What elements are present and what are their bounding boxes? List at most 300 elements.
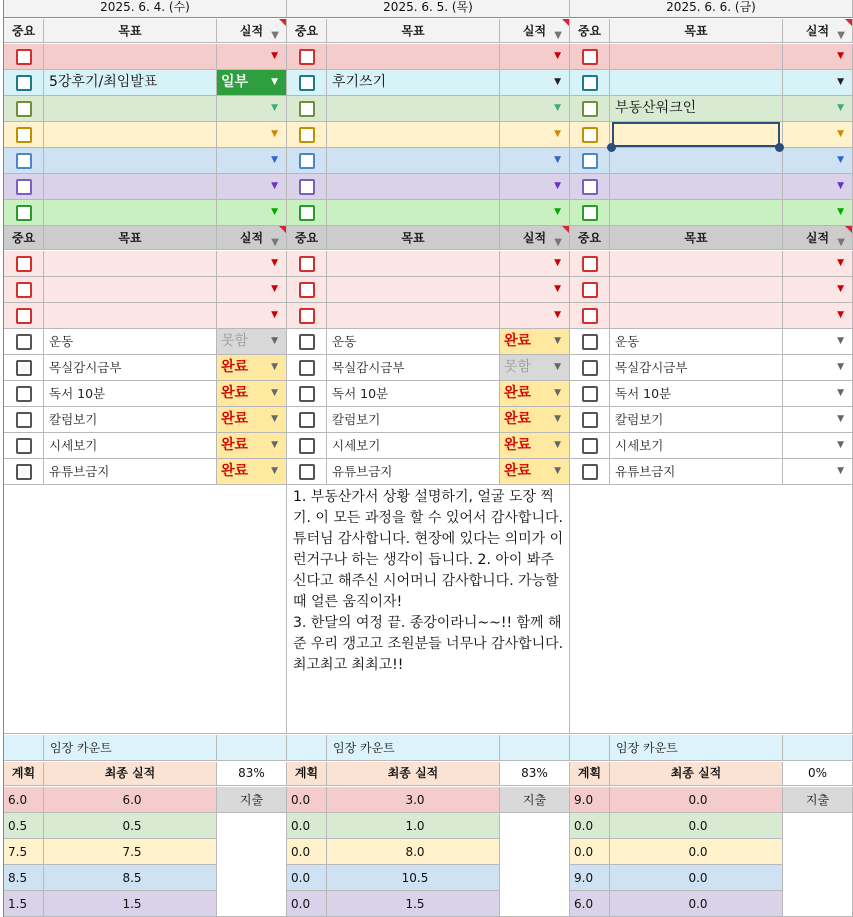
extra-goal-cell[interactable] (610, 251, 783, 277)
result-value: 완료 (504, 463, 532, 479)
result-header-label: 실적 (805, 231, 830, 245)
result-value: 완료 (504, 333, 532, 349)
goal-result-dropdown[interactable] (783, 70, 853, 96)
habit-result-dropdown[interactable] (217, 381, 287, 407)
extra-goal-cell[interactable] (327, 277, 500, 303)
goal-result-dropdown[interactable] (217, 200, 287, 226)
plan-value[interactable]: 0.0 (287, 813, 327, 839)
extra-goal-result-dropdown[interactable] (500, 303, 570, 329)
dropdown-arrow-icon: ▼ (837, 51, 844, 61)
habit-result-dropdown[interactable] (217, 459, 287, 485)
comment-marker-icon (562, 226, 569, 233)
expense-label: 지출 (783, 787, 853, 813)
percent-value: 0% (783, 762, 853, 786)
checkbox-box-icon (299, 438, 315, 454)
goal-checkbox[interactable] (287, 174, 327, 200)
habit-checkbox[interactable] (4, 381, 44, 407)
habit-checkbox[interactable] (287, 407, 327, 433)
result-header[interactable] (500, 226, 570, 250)
goal-cell[interactable] (44, 200, 217, 226)
importance-header: 중요 (287, 19, 327, 43)
filter-arrow-icon: ▼ (554, 30, 562, 41)
extra-goal-checkbox[interactable] (570, 277, 610, 303)
habit-cell[interactable]: 시세보기 (610, 433, 783, 459)
habit-cell[interactable]: 독서 10분 (327, 381, 500, 407)
plan-value[interactable]: 6.0 (4, 787, 44, 813)
goal-cell[interactable] (327, 148, 500, 174)
final-value[interactable]: 6.0 (44, 787, 217, 813)
result-header-label: 실적 (522, 24, 547, 38)
goal-result-dropdown[interactable] (783, 174, 853, 200)
plan-value[interactable]: 6.0 (570, 891, 610, 917)
goal-result-dropdown[interactable] (217, 44, 287, 70)
result-value: 못함 (504, 359, 532, 375)
habit-result-dropdown[interactable] (783, 433, 853, 459)
checkbox-box-icon (582, 127, 598, 143)
goal-result-dropdown[interactable] (500, 70, 570, 96)
plan-value[interactable]: 0.0 (287, 891, 327, 917)
final-value[interactable]: 1.5 (327, 891, 500, 917)
habit-result-dropdown[interactable] (500, 381, 570, 407)
checkbox-box-icon (582, 464, 598, 480)
habit-checkbox[interactable] (570, 355, 610, 381)
dropdown-arrow-icon: ▼ (554, 362, 561, 372)
dropdown-arrow-icon: ▼ (554, 129, 561, 139)
plan-value[interactable]: 0.0 (570, 813, 610, 839)
memo-text (570, 485, 853, 489)
checkbox-box-icon (299, 179, 315, 195)
goal-checkbox[interactable] (287, 122, 327, 148)
importance-header: 중요 (287, 226, 327, 250)
result-value: 완료 (221, 437, 249, 453)
plan-header: 계획 (287, 762, 327, 786)
memo-text: 1. 부동산가서 상황 설명하기, 얼굴 도장 찍기. 이 모든 과정을 할 수 있어서 감사합니다. 튜터님 감사합니다. 현장에 있다는 의미가 이런거구나 하는 생각이 듭니다. 2. 아이 봐주신다고 해주신 시어머니 감사합니다. 가능할 때 얼른 움직이자! 3. 한달의 여정 끝. 종강이라니~~!! 함께 해준 우리 갱고고 조원분들 너무나 감사합니다. 최고최고 최최고!! (293, 489, 564, 673)
goal-result-dropdown[interactable] (500, 96, 570, 122)
extra-goal-cell[interactable] (44, 251, 217, 277)
goal-cell[interactable] (610, 44, 783, 70)
count-label: 임장 카운트 (610, 735, 783, 761)
dropdown-arrow-icon: ▼ (271, 362, 278, 372)
extra-goal-checkbox[interactable] (4, 277, 44, 303)
expense-blank (217, 813, 287, 917)
goal-result-dropdown[interactable] (500, 44, 570, 70)
dropdown-arrow-icon: ▼ (271, 103, 278, 113)
dropdown-arrow-icon: ▼ (271, 77, 278, 87)
extra-goal-result-dropdown[interactable] (783, 277, 853, 303)
goal-header: 목표 (610, 226, 783, 250)
goal-checkbox[interactable] (570, 70, 610, 96)
dropdown-arrow-icon: ▼ (837, 129, 844, 139)
plan-value[interactable]: 9.0 (570, 865, 610, 891)
dropdown-arrow-icon: ▼ (554, 103, 561, 113)
habit-result-dropdown[interactable] (500, 329, 570, 355)
goal-cell[interactable] (327, 96, 500, 122)
dropdown-arrow-icon: ▼ (837, 388, 844, 398)
habit-cell[interactable]: 시세보기 (327, 433, 500, 459)
memo-text (4, 485, 287, 489)
dropdown-arrow-icon: ▼ (554, 336, 561, 346)
extra-goal-checkbox[interactable] (570, 251, 610, 277)
dropdown-arrow-icon: ▼ (837, 362, 844, 372)
goal-checkbox[interactable] (570, 122, 610, 148)
goal-checkbox[interactable] (4, 96, 44, 122)
final-value[interactable]: 0.0 (610, 891, 783, 917)
final-value[interactable]: 0.5 (44, 813, 217, 839)
goal-result-dropdown[interactable] (217, 174, 287, 200)
goal-checkbox[interactable] (570, 200, 610, 226)
goal-header: 목표 (327, 19, 500, 43)
result-header[interactable] (783, 226, 853, 250)
dropdown-arrow-icon: ▼ (271, 284, 278, 294)
dropdown-arrow-icon: ▼ (271, 466, 278, 476)
goal-checkbox[interactable] (287, 200, 327, 226)
count-blank (287, 735, 327, 761)
checkbox-box-icon (16, 75, 32, 91)
comment-marker-icon (279, 19, 286, 26)
habit-checkbox[interactable] (570, 433, 610, 459)
habit-result-dropdown[interactable] (500, 407, 570, 433)
goal-result-dropdown[interactable] (783, 148, 853, 174)
extra-goal-result-dropdown[interactable] (217, 251, 287, 277)
goal-cell[interactable] (610, 148, 783, 174)
checkbox-box-icon (16, 179, 32, 195)
dropdown-arrow-icon: ▼ (837, 77, 844, 87)
final-value[interactable]: 0.0 (610, 839, 783, 865)
result-value: 완료 (504, 411, 532, 427)
checkbox-box-icon (582, 282, 598, 298)
checkbox-box-icon (16, 438, 32, 454)
expense-blank (500, 813, 570, 917)
final-value[interactable]: 0.0 (610, 813, 783, 839)
checkbox-box-icon (16, 49, 32, 65)
filter-arrow-icon: ▼ (837, 30, 845, 41)
checkbox-box-icon (582, 49, 598, 65)
goal-checkbox[interactable] (570, 96, 610, 122)
goal-cell[interactable] (44, 174, 217, 200)
final-result-header: 최종 실적 (610, 762, 783, 786)
memo-cell[interactable] (287, 485, 570, 734)
final-value[interactable]: 1.5 (44, 891, 217, 917)
goal-result-dropdown[interactable] (217, 70, 287, 96)
dropdown-arrow-icon: ▼ (554, 258, 561, 268)
habit-checkbox[interactable] (570, 329, 610, 355)
goal-cell[interactable] (610, 174, 783, 200)
goal-result-dropdown[interactable] (500, 122, 570, 148)
goal-checkbox[interactable] (287, 44, 327, 70)
goal-checkbox[interactable] (4, 174, 44, 200)
extra-goal-result-dropdown[interactable] (783, 251, 853, 277)
result-header-label: 실적 (239, 24, 264, 38)
extra-goal-cell[interactable] (610, 277, 783, 303)
goal-cell[interactable] (610, 70, 783, 96)
habit-cell[interactable]: 유튜브금지 (610, 459, 783, 485)
extra-goal-checkbox[interactable] (287, 277, 327, 303)
habit-checkbox[interactable] (287, 459, 327, 485)
habit-checkbox[interactable] (570, 407, 610, 433)
goal-checkbox[interactable] (4, 44, 44, 70)
checkbox-box-icon (16, 127, 32, 143)
checkbox-box-icon (16, 412, 32, 428)
checkbox-box-icon (582, 179, 598, 195)
dropdown-arrow-icon: ▼ (837, 284, 844, 294)
final-value[interactable]: 1.0 (327, 813, 500, 839)
habit-checkbox[interactable] (570, 381, 610, 407)
result-value: 완료 (221, 385, 249, 401)
habit-cell[interactable]: 목실감시금부 (610, 355, 783, 381)
checkbox-box-icon (16, 308, 32, 324)
final-value[interactable]: 7.5 (44, 839, 217, 865)
plan-value[interactable]: 1.5 (4, 891, 44, 917)
filter-arrow-icon: ▼ (271, 30, 279, 41)
checkbox-box-icon (299, 75, 315, 91)
memo-cell[interactable] (570, 485, 853, 734)
extra-goal-result-dropdown[interactable] (217, 303, 287, 329)
habit-cell[interactable]: 운동 (44, 329, 217, 355)
extra-goal-checkbox[interactable] (570, 303, 610, 329)
result-header[interactable] (217, 226, 287, 250)
result-header-label: 실적 (522, 231, 547, 245)
goal-checkbox[interactable] (4, 148, 44, 174)
habit-result-dropdown[interactable] (217, 407, 287, 433)
habit-checkbox[interactable] (4, 355, 44, 381)
habit-cell[interactable]: 유튜브금지 (327, 459, 500, 485)
extra-goal-checkbox[interactable] (4, 303, 44, 329)
selection-handle-icon[interactable] (607, 143, 616, 152)
extra-goal-result-dropdown[interactable] (783, 303, 853, 329)
dropdown-arrow-icon: ▼ (554, 414, 561, 424)
habit-cell[interactable]: 칼럼보기 (327, 407, 500, 433)
checkbox-box-icon (582, 153, 598, 169)
final-value[interactable]: 8.5 (44, 865, 217, 891)
habit-cell[interactable]: 시세보기 (44, 433, 217, 459)
habit-checkbox[interactable] (4, 433, 44, 459)
goal-cell[interactable] (327, 174, 500, 200)
habit-cell[interactable]: 칼럼보기 (44, 407, 217, 433)
dropdown-arrow-icon: ▼ (271, 129, 278, 139)
checkbox-box-icon (299, 153, 315, 169)
checkbox-box-icon (582, 334, 598, 350)
habit-cell[interactable]: 목실감시금부 (327, 355, 500, 381)
final-value[interactable]: 0.0 (610, 787, 783, 813)
habit-result-dropdown[interactable] (217, 433, 287, 459)
final-value[interactable]: 0.0 (610, 865, 783, 891)
plan-value[interactable]: 0.5 (4, 813, 44, 839)
goal-result-dropdown[interactable] (783, 44, 853, 70)
date-header: 2025. 6. 5. (목) (287, 0, 570, 18)
goal-cell[interactable]: 후기쓰기 (327, 70, 500, 96)
dropdown-arrow-icon: ▼ (554, 51, 561, 61)
habit-checkbox[interactable] (287, 355, 327, 381)
goal-checkbox[interactable] (287, 70, 327, 96)
habit-result-dropdown[interactable] (783, 407, 853, 433)
goal-result-dropdown[interactable] (783, 96, 853, 122)
checkbox-box-icon (16, 360, 32, 376)
habit-cell[interactable]: 목실감시금부 (44, 355, 217, 381)
habit-result-dropdown[interactable] (783, 355, 853, 381)
goal-cell[interactable] (327, 44, 500, 70)
plan-value[interactable]: 9.0 (570, 787, 610, 813)
dropdown-arrow-icon: ▼ (837, 258, 844, 268)
checkbox-box-icon (16, 101, 32, 117)
filter-arrow-icon: ▼ (271, 237, 279, 248)
final-value[interactable]: 10.5 (327, 865, 500, 891)
goal-checkbox[interactable] (570, 148, 610, 174)
extra-goal-checkbox[interactable] (287, 251, 327, 277)
goal-cell[interactable]: 5강후기/최임발표 (44, 70, 217, 96)
dropdown-arrow-icon: ▼ (837, 155, 844, 165)
extra-goal-cell[interactable] (44, 303, 217, 329)
goal-result-dropdown[interactable] (783, 122, 853, 148)
extra-goal-result-dropdown[interactable] (500, 251, 570, 277)
final-result-header: 최종 실적 (327, 762, 500, 786)
plan-value[interactable]: 0.0 (287, 787, 327, 813)
plan-value[interactable]: 0.0 (287, 839, 327, 865)
final-value[interactable]: 8.0 (327, 839, 500, 865)
habit-cell[interactable]: 운동 (610, 329, 783, 355)
memo-cell[interactable] (4, 485, 287, 734)
goal-checkbox[interactable] (287, 96, 327, 122)
goal-cell[interactable] (327, 122, 500, 148)
extra-goal-cell[interactable] (327, 251, 500, 277)
goal-cell[interactable] (44, 44, 217, 70)
habit-result-dropdown[interactable] (783, 459, 853, 485)
goal-checkbox[interactable] (287, 148, 327, 174)
goal-checkbox[interactable] (4, 200, 44, 226)
habit-checkbox[interactable] (287, 433, 327, 459)
habit-result-dropdown[interactable] (500, 433, 570, 459)
dropdown-arrow-icon: ▼ (271, 258, 278, 268)
goal-cell[interactable] (610, 200, 783, 226)
habit-checkbox[interactable] (287, 329, 327, 355)
result-header[interactable] (500, 19, 570, 43)
importance-header: 중요 (570, 19, 610, 43)
habit-checkbox[interactable] (4, 459, 44, 485)
goal-checkbox[interactable] (4, 122, 44, 148)
result-header[interactable] (783, 19, 853, 43)
habit-result-dropdown[interactable] (500, 459, 570, 485)
checkbox-box-icon (16, 386, 32, 402)
checkbox-box-icon (582, 386, 598, 402)
habit-result-dropdown[interactable] (783, 381, 853, 407)
checkbox-box-icon (299, 127, 315, 143)
goal-cell[interactable] (327, 200, 500, 226)
habit-cell[interactable]: 운동 (327, 329, 500, 355)
habit-cell[interactable]: 유튜브금지 (44, 459, 217, 485)
goal-checkbox[interactable] (4, 70, 44, 96)
checkbox-box-icon (582, 438, 598, 454)
goal-checkbox[interactable] (570, 44, 610, 70)
checkbox-box-icon (16, 256, 32, 272)
plan-value[interactable]: 8.5 (4, 865, 44, 891)
selection-handle-icon[interactable] (775, 143, 784, 152)
goal-cell[interactable]: 부동산워크인 (610, 96, 783, 122)
extra-goal-result-dropdown[interactable] (217, 277, 287, 303)
goal-result-dropdown[interactable] (500, 200, 570, 226)
habit-checkbox[interactable] (4, 407, 44, 433)
filter-arrow-icon: ▼ (837, 237, 845, 248)
dropdown-arrow-icon: ▼ (271, 336, 278, 346)
dropdown-arrow-icon: ▼ (837, 466, 844, 476)
goal-result-dropdown[interactable] (217, 96, 287, 122)
date-header: 2025. 6. 6. (금) (570, 0, 853, 18)
expense-label: 지출 (217, 787, 287, 813)
final-value[interactable]: 3.0 (327, 787, 500, 813)
checkbox-box-icon (299, 334, 315, 350)
dropdown-arrow-icon: ▼ (271, 310, 278, 320)
goal-cell[interactable] (44, 96, 217, 122)
checkbox-box-icon (299, 308, 315, 324)
habit-checkbox[interactable] (570, 459, 610, 485)
habit-result-dropdown[interactable] (783, 329, 853, 355)
goal-checkbox[interactable] (570, 174, 610, 200)
goal-result-dropdown[interactable] (500, 148, 570, 174)
plan-value[interactable]: 0.0 (287, 865, 327, 891)
dropdown-arrow-icon: ▼ (554, 466, 561, 476)
checkbox-box-icon (299, 256, 315, 272)
extra-goal-result-dropdown[interactable] (500, 277, 570, 303)
count-blank (4, 735, 44, 761)
checkbox-box-icon (582, 101, 598, 117)
habit-result-dropdown[interactable] (217, 329, 287, 355)
goal-header: 목표 (327, 226, 500, 250)
dropdown-arrow-icon: ▼ (837, 336, 844, 346)
extra-goal-checkbox[interactable] (4, 251, 44, 277)
importance-header: 중요 (570, 226, 610, 250)
goal-result-dropdown[interactable] (217, 122, 287, 148)
percent-value: 83% (500, 762, 570, 786)
extra-goal-cell[interactable] (44, 277, 217, 303)
checkbox-box-icon (299, 282, 315, 298)
result-value: 완료 (504, 437, 532, 453)
extra-goal-checkbox[interactable] (287, 303, 327, 329)
habit-result-dropdown[interactable] (500, 355, 570, 381)
goal-cell[interactable] (44, 122, 217, 148)
plan-value[interactable]: 0.0 (570, 839, 610, 865)
checkbox-box-icon (16, 464, 32, 480)
habit-cell[interactable]: 독서 10분 (610, 381, 783, 407)
result-value: 완료 (221, 463, 249, 479)
habit-result-dropdown[interactable] (217, 355, 287, 381)
habit-checkbox[interactable] (287, 381, 327, 407)
habit-cell[interactable]: 독서 10분 (44, 381, 217, 407)
dropdown-arrow-icon: ▼ (837, 181, 844, 191)
checkbox-box-icon (582, 412, 598, 428)
habit-checkbox[interactable] (4, 329, 44, 355)
result-header-label: 실적 (805, 24, 830, 38)
result-header[interactable] (217, 19, 287, 43)
checkbox-box-icon (299, 360, 315, 376)
checkbox-box-icon (582, 205, 598, 221)
dropdown-arrow-icon: ▼ (837, 310, 844, 320)
count-label: 임장 카운트 (327, 735, 500, 761)
extra-goal-cell[interactable] (610, 303, 783, 329)
goal-result-dropdown[interactable] (217, 148, 287, 174)
importance-header: 중요 (4, 226, 44, 250)
dropdown-arrow-icon: ▼ (554, 284, 561, 294)
habit-cell[interactable]: 칼럼보기 (610, 407, 783, 433)
extra-goal-cell[interactable] (327, 303, 500, 329)
dropdown-arrow-icon: ▼ (271, 388, 278, 398)
dropdown-arrow-icon: ▼ (554, 181, 561, 191)
goal-cell[interactable] (44, 148, 217, 174)
goal-result-dropdown[interactable] (500, 174, 570, 200)
result-value: 완료 (221, 359, 249, 375)
goal-result-dropdown[interactable] (783, 200, 853, 226)
plan-value[interactable]: 7.5 (4, 839, 44, 865)
count-blank (500, 735, 570, 761)
dropdown-arrow-icon: ▼ (271, 155, 278, 165)
dropdown-arrow-icon: ▼ (837, 440, 844, 450)
